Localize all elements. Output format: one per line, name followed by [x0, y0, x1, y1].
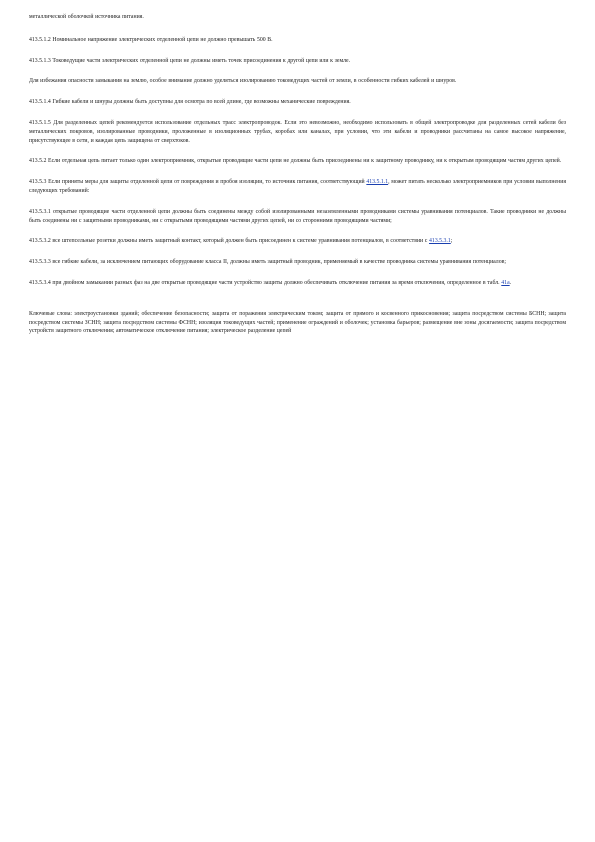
paragraph-isolation-note: Для избежания опасности замыкания на землю, особое внимание должно уделяться изолированию токоведущих частей от земли, в особенности гибких кабелей и шнуров.: [29, 78, 457, 85]
paragraph-413-5-3-text-after: , может питать несколько электроприемников при условии выполнения следующих требований:: [29, 179, 566, 194]
keywords-paragraph: Ключевые слова: электроустановки зданий; обеспечение безопасности; защита от поражения электрическим током; защита от прямого и косвенного прикосновения; защита посредством системы БСНН; защита посредством системы ЗСНН; защита посредством системы ФСНН; изоляция токоведущих частей; применение ограждений и оболочек; установка барьеров; размещение вне зоны досягаемости; защита посредством устройств защитного отключения; автоматическое отключение питания; электрическое разделение цепей: [29, 310, 566, 335]
link-413-5-3-1[interactable]: 413.5.3.1: [429, 238, 451, 245]
paragraph-413-5-1-3: 413.5.1.3 Токоведущие части электрических отделенной цепи не должны иметь точек присоединения к другой цепи или к земле.: [29, 57, 351, 64]
paragraph-413-5-3-2: [29, 237, 566, 246]
link-table-41a[interactable]: 41а: [501, 279, 510, 286]
paragraph-413-5-1-2: 413.5.1.2 Номинальное напряжение электрических отделенной цепи не должно превышать 500 В.: [29, 36, 273, 43]
paragraph-413-5-3-2-text-before: 413.5.3.2 все штепсельные розетки должны иметь защитный контакт, который должен быть присоединен к системе уравнивания потенциалов, в соответствии с: [29, 238, 430, 245]
paragraph-413-5-1-4: 413.5.1.4 Гибкие кабели и шнуры должны быть доступны для осмотра по всей длине, где возможны механические повреждения.: [29, 99, 351, 106]
paragraph-413-5-3-4: [29, 279, 566, 288]
paragraph-413-5-3: [29, 178, 566, 196]
paragraph-413-5-3-1: 413.5.3.1 открытые проводящие части отделенной цепи должны быть соединены между собой изолированными незаземленными проводниками системы уравнивания потенциалов. Такие проводники не должны быть соединены ни с защитными проводниками, ни с открытыми проводящими частями других цепей, ни со сторонними проводящими частями;: [29, 208, 566, 224]
paragraph-413-5-3-text-before: 413.5.3 Если приняты меры для защиты отделенной цепи от повреждения и пробоя изоляции, то источник питания, соответствующий: [29, 179, 367, 186]
link-413-5-1-1[interactable]: 413.5.1.1: [366, 179, 389, 186]
paragraph-413-5-1-5: 413.5.1.5 Для разделенных цепей рекомендуется использование отдельных трасс электропроводок. Если это невозможно, необходимо использовать в общей электропроводке для разделенных сетей кабели без металлических покровов, изолированные проводники, проложенные в изоляционных трубах, коробах или каналах, при условии, что эти кабели и проводники рассчитаны на самое высокое напряжение, присутствующее в сети, и каждая цепь защищена от сверхтоков.: [29, 119, 566, 144]
paragraph-0: металлической оболочкой источника питания.: [29, 14, 144, 20]
paragraph-413-5-3-3: 413.5.3.3 все гибкие кабели, за исключением питающих оборудование класса II, должны иметь защитный проводник, применяемый в качестве проводника системы уравнивания потенциалов;: [29, 259, 506, 266]
paragraph-413-5-3-2-text-after: ;: [450, 238, 453, 245]
paragraph-413-5-3-4-text-after: .: [509, 279, 512, 286]
paragraph-413-5-3-4-text-before: 413.5.3.4 при двойном замыкании разных фаз на две открытые проводящие части устройство защиты должно обеспечивать отключение питания за время отключения, определенное в табл.: [29, 279, 502, 286]
document-body: [29, 13, 566, 348]
paragraph-413-5-2: 413.5.2 Если отдельная цепь питает только один электроприемник, открытые проводящие части цепи не должны быть присоединены ни к защитному проводнику, ни к открытым проводящим частям других цепей.: [29, 158, 562, 165]
